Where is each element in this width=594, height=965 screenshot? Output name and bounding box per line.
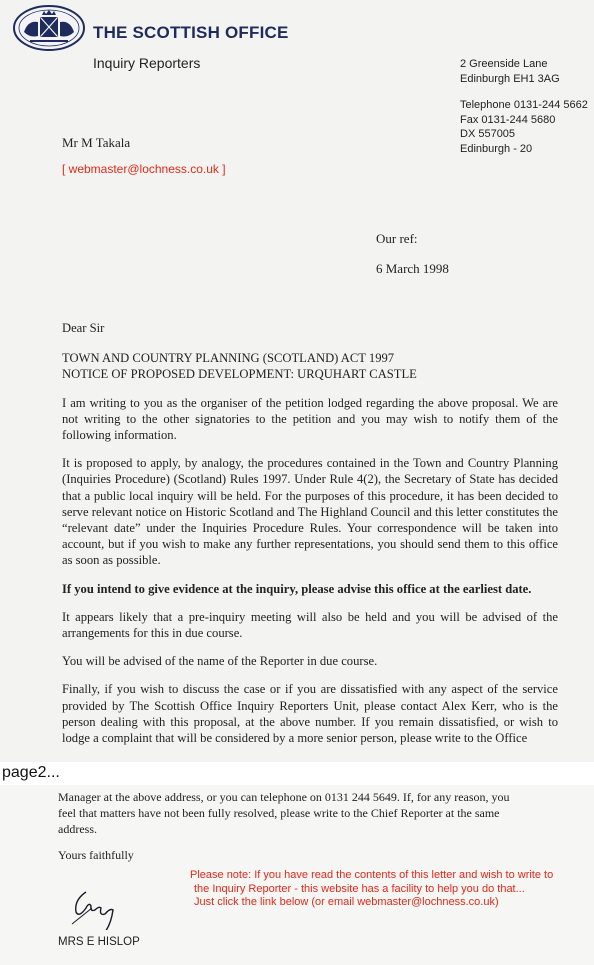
heading-line: TOWN AND COUNTRY PLANNING (SCOTLAND) ACT 1997: [62, 351, 395, 366]
department-name: THE SCOTTISH OFFICE: [93, 23, 289, 42]
note-line: the Inquiry Reporter - this website has a facility to help you do that...: [194, 882, 525, 895]
recipient-email-link[interactable]: [ webmaster@lochness.co.uk ]: [62, 162, 226, 176]
paragraph: Finally, if you wish to discuss the case or if you are dissatisfied with any aspect of the service provided by The Scottish Office Inquiry Reporters Unit, please contact Alex Kerr, who is the person dealing with this proposal, at the above number. If you remain dissatisfied, or wish to lodge a complaint that will be considered by a more senior person, please write to the Office: [62, 682, 558, 746]
salutation: Dear Sir: [62, 321, 105, 335]
paragraph: You will be advised of the name of the Reporter in due course.: [62, 654, 378, 669]
our-ref: Our ref:: [376, 231, 418, 246]
closing: Yours faithfully: [58, 848, 134, 862]
paragraph: I am writing to you as the organiser of the petition lodged regarding the above proposal. We are not writing to the other signatories to the petition and you may wish to notify them of the following information.: [62, 395, 558, 443]
fax: Fax 0131-244 5680: [460, 113, 556, 126]
letter-body: [62, 320, 558, 758]
dx-location: Edinburgh - 20: [460, 142, 533, 155]
note-line: Please note: If you have read the contents of this letter and wish to write to: [190, 869, 554, 881]
heading-line: NOTICE OF PROPOSED DEVELOPMENT: URQUHART CASTLE: [62, 367, 417, 382]
page2-paragraph: Manager at the above address, or you can telephone on 0131 244 5649. If, for any reason, you feel that matters have not been fully resolved, please write to the Chief Reporter at the same address.: [58, 790, 510, 836]
royal-crest-logo: [12, 4, 86, 52]
signature: [68, 880, 138, 930]
office-address: [460, 57, 588, 156]
website-note: [190, 869, 553, 910]
letter-date: 6 March 1998: [376, 261, 449, 276]
dx-number: DX 557005: [460, 128, 516, 140]
recipient-name: Mr M Takala: [62, 135, 131, 150]
signer-name: MRS E HISLOP: [58, 936, 140, 948]
paragraph: It appears likely that a pre-inquiry meeting will also be held and you will be advised of the arrangements for this in due course.: [62, 609, 558, 641]
paragraph-emphasis: If you intend to give evidence at the inquiry, please advise this office at the earliest date.: [62, 581, 532, 596]
address-line: 2 Greenside Lane: [460, 58, 548, 70]
unit-name: Inquiry Reporters: [93, 55, 201, 71]
letter-heading: [62, 350, 558, 382]
telephone: Telephone 0131-244 5662: [460, 99, 588, 111]
note-line: Just click the link below (or email webmaster@lochness.co.uk): [194, 896, 499, 908]
paragraph: It is proposed to apply, by analogy, the procedures contained in the Town and Country Planning (Inquiries Procedure) (Scotland) Rules 1997. Under Rule 4(2), the Secretary of State has decided that a public local inquiry will be held. For the purposes of this procedure, it has been decided to serve relevant notice on Historic Scotland and The Highland Council and this letter constitutes the “relevant date” under the Inquiries Procedure Rules. Your correspondence will be taken into account, but if you wish to make any further representations, you should send them to this office as soon as possible.: [62, 456, 558, 568]
page2-label: page2...: [2, 764, 60, 781]
address-line: Edinburgh EH1 3AG: [460, 72, 560, 85]
